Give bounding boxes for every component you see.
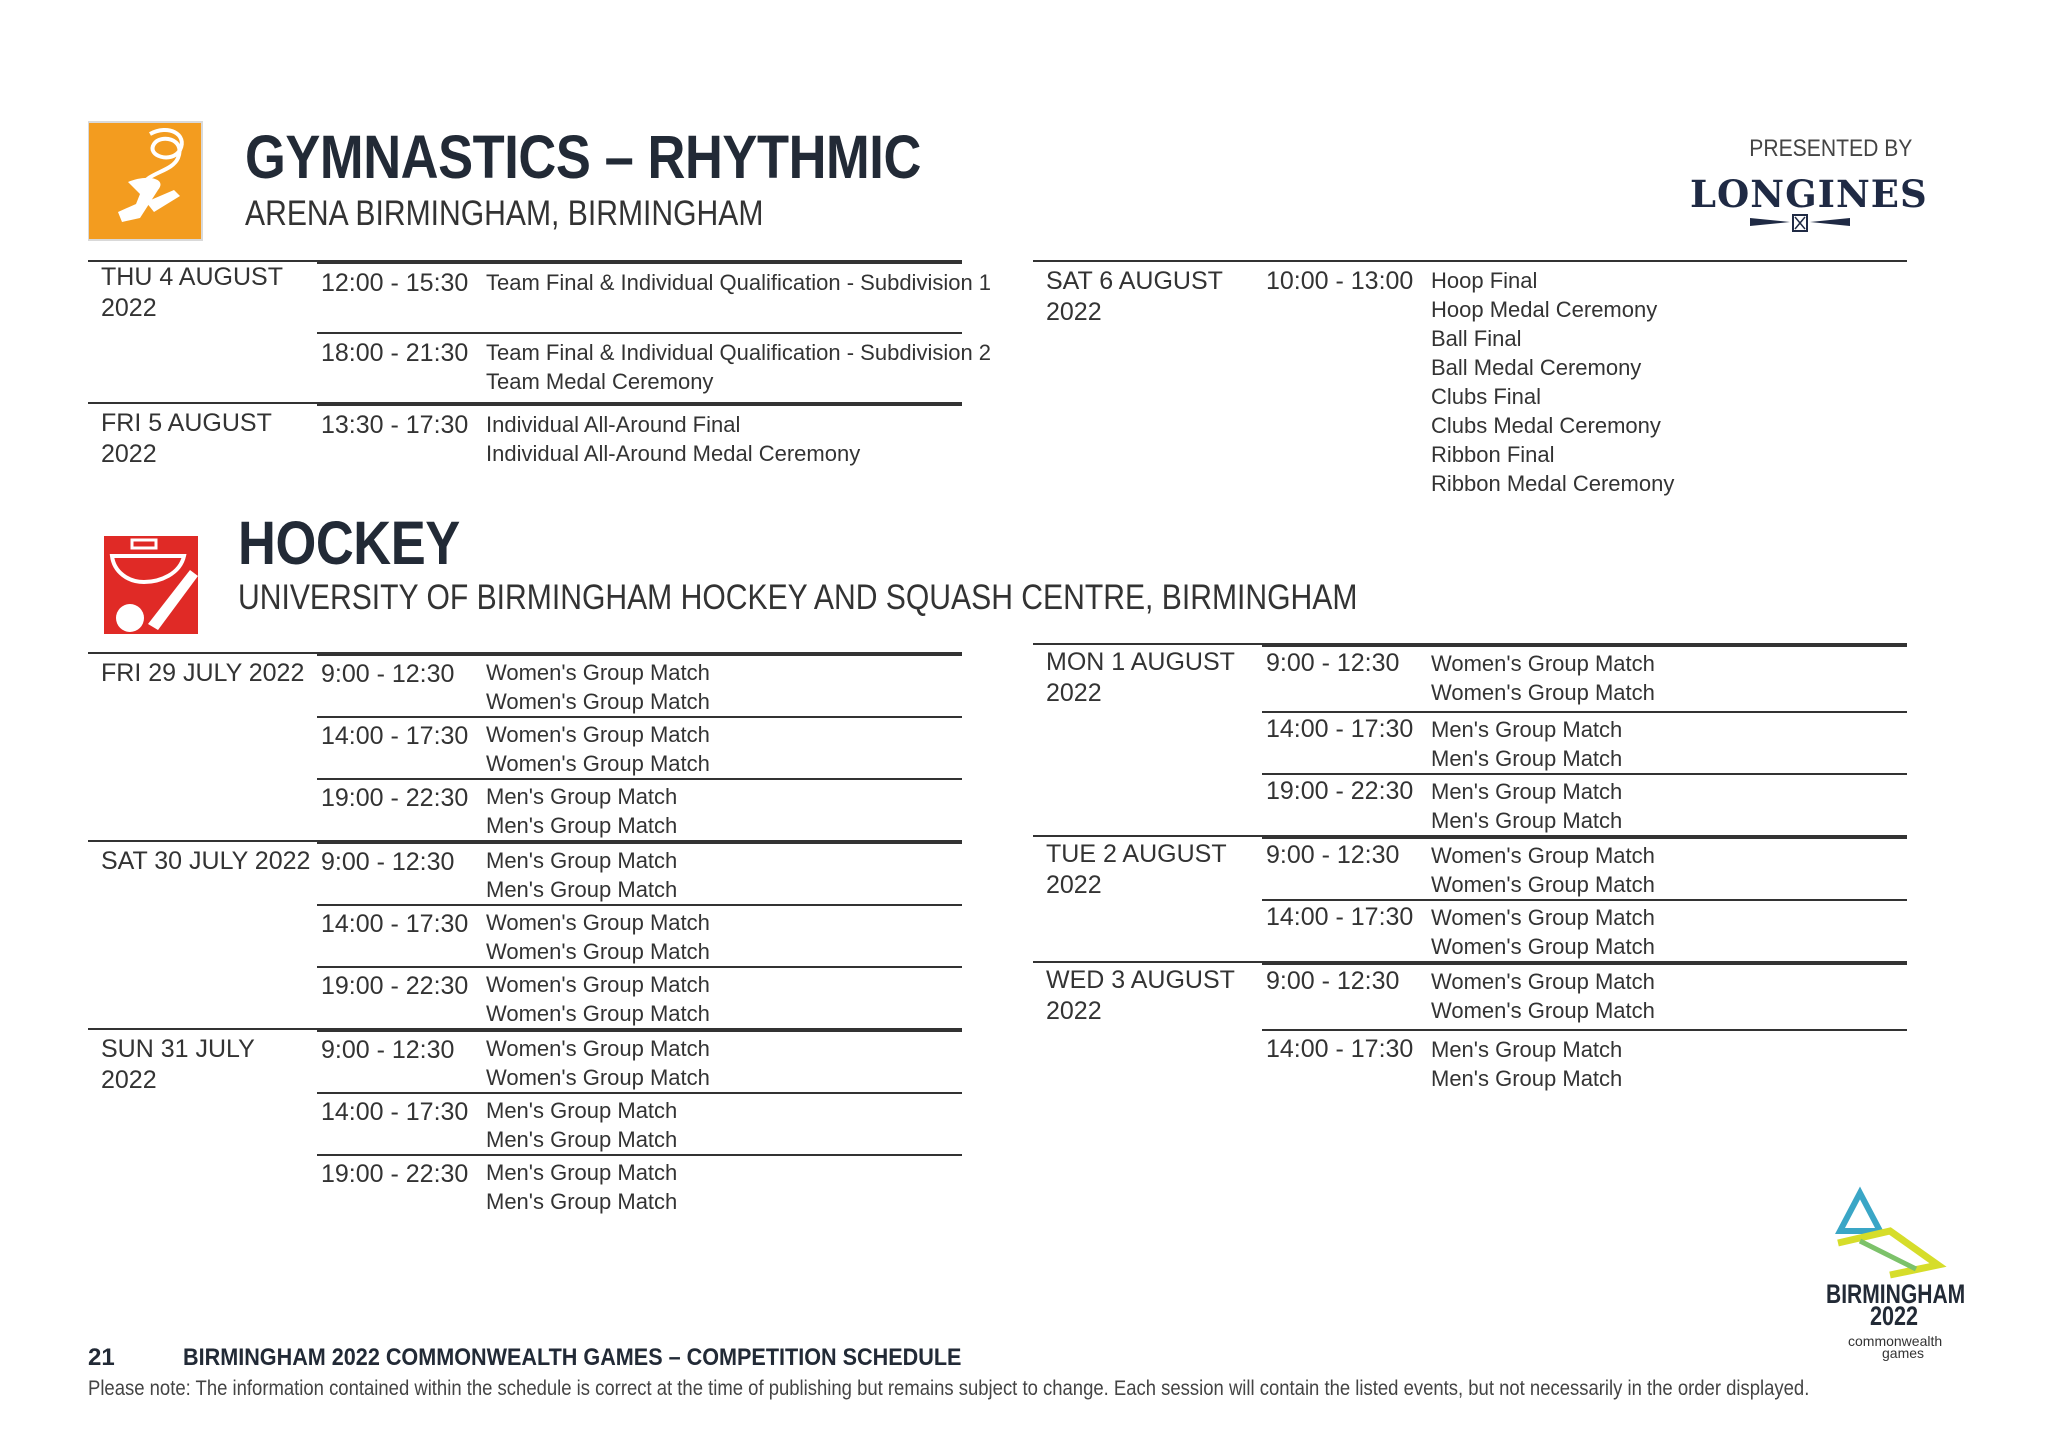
gymnastics-title: GYMNASTICS – RHYTHMIC bbox=[245, 123, 921, 191]
date-label: SAT 6 AUGUST 2022 bbox=[1046, 267, 1223, 326]
logo-text-birmingham: BIRMINGHAM bbox=[1826, 1279, 1966, 1309]
date-label: SUN 31 JULY 2022 bbox=[101, 1035, 255, 1094]
session-events: Women's Group Match Women's Group Match bbox=[486, 972, 710, 1026]
session-time: 19:00 - 22:30 bbox=[321, 784, 469, 812]
session-events: Women's Group Match Women's Group Match bbox=[1431, 651, 1655, 705]
longines-logo bbox=[1690, 172, 1928, 242]
logo-text-year: 2022 bbox=[1870, 1301, 1919, 1331]
gymnastics-schedule-right bbox=[1033, 260, 1907, 498]
session-row bbox=[1262, 773, 1907, 835]
date-label: THU 4 AUGUST 2022 bbox=[101, 263, 283, 322]
session-row bbox=[317, 654, 962, 716]
session-events: Women's Group Match Women's Group Match bbox=[1431, 905, 1655, 959]
session-time: 13:30 - 17:30 bbox=[321, 411, 469, 439]
session-time: 14:00 - 17:30 bbox=[321, 1098, 469, 1126]
session-row bbox=[1262, 262, 1907, 498]
session-events: Men's Group Match Men's Group Match bbox=[486, 1098, 678, 1152]
session-time: 12:00 - 15:30 bbox=[321, 269, 469, 297]
presented-by-label: PRESENTED BY bbox=[1748, 135, 1912, 162]
session-time: 9:00 - 12:30 bbox=[1266, 841, 1400, 869]
session-events: Women's Group Match Women's Group Match bbox=[486, 660, 710, 714]
session-time: 19:00 - 22:30 bbox=[321, 1160, 469, 1188]
session-time: 14:00 - 17:30 bbox=[321, 722, 469, 750]
session-events: Women's Group Match Women's Group Match bbox=[1431, 843, 1655, 897]
day-block bbox=[88, 260, 992, 402]
session-row bbox=[317, 1030, 962, 1092]
session-time: 9:00 - 12:30 bbox=[321, 1036, 455, 1064]
day-block bbox=[88, 1028, 962, 1216]
session-row bbox=[317, 1092, 962, 1154]
session-time: 9:00 - 12:30 bbox=[321, 660, 455, 688]
session-time: 14:00 - 17:30 bbox=[1266, 1035, 1414, 1063]
day-block bbox=[1033, 260, 1907, 498]
session-row bbox=[317, 332, 992, 402]
hockey-schedule-right bbox=[1033, 643, 1907, 1093]
session-row bbox=[1262, 1029, 1907, 1093]
gymnastics-schedule-left bbox=[88, 260, 992, 468]
session-row bbox=[1262, 963, 1907, 1029]
date-label: WED 3 AUGUST 2022 bbox=[1046, 966, 1235, 1025]
session-row bbox=[317, 404, 962, 468]
session-events: Men's Group Match Men's Group Match bbox=[486, 784, 678, 838]
day-block bbox=[88, 652, 962, 840]
date-label: FRI 29 JULY 2022 bbox=[101, 659, 305, 687]
session-time: 18:00 - 21:30 bbox=[321, 339, 469, 367]
logo-text-games: games bbox=[1882, 1345, 1925, 1361]
day-block bbox=[1033, 961, 1907, 1093]
hockey-title: HOCKEY bbox=[238, 509, 460, 577]
hockey-schedule-left bbox=[88, 652, 962, 1216]
session-time: 10:00 - 13:00 bbox=[1266, 267, 1414, 295]
session-time: 9:00 - 12:30 bbox=[321, 848, 455, 876]
session-time: 19:00 - 22:30 bbox=[1266, 777, 1414, 805]
session-events: Men's Group Match Men's Group Match bbox=[1431, 779, 1623, 833]
session-events: Women's Group Match Women's Group Match bbox=[486, 910, 710, 964]
session-events: Hoop Final Hoop Medal Ceremony Ball Final Ball Medal Ceremony Clubs Final Clubs Medal Ceremony Ribbon Final Ribbon Medal Ceremony bbox=[1431, 268, 1675, 496]
session-time: 14:00 - 17:30 bbox=[1266, 903, 1414, 931]
session-row bbox=[317, 842, 962, 904]
session-time: 14:00 - 17:30 bbox=[1266, 715, 1414, 743]
session-events: Men's Group Match Men's Group Match bbox=[1431, 717, 1623, 771]
session-events: Team Final & Individual Qualification - Subdivision 2 Team Medal Ceremony bbox=[486, 340, 992, 394]
session-row bbox=[1262, 645, 1907, 711]
disclaimer-note: Please note: The information contained within the schedule is correct at the time of publishing but remains subject to change. Each session will contain the listed events, but not necessarily in the order displayed. bbox=[88, 1377, 1810, 1400]
session-events: Men's Group Match Men's Group Match bbox=[1431, 1037, 1623, 1091]
day-block bbox=[88, 840, 962, 1028]
date-label: SAT 30 JULY 2022 bbox=[101, 847, 311, 875]
date-label: MON 1 AUGUST 2022 bbox=[1046, 648, 1235, 707]
session-row bbox=[1262, 899, 1907, 961]
footer-title: BIRMINGHAM 2022 COMMONWEALTH GAMES – COMPETITION SCHEDULE bbox=[183, 1344, 962, 1371]
session-row bbox=[1262, 711, 1907, 773]
session-time: 9:00 - 12:30 bbox=[1266, 649, 1400, 677]
session-row bbox=[317, 904, 962, 966]
logo-text-commonwealth: commonwealth bbox=[1848, 1333, 1943, 1349]
longines-wordmark: LONGINES bbox=[1690, 172, 1928, 216]
gymnastics-venue: ARENA BIRMINGHAM, BIRMINGHAM bbox=[245, 194, 764, 233]
session-row bbox=[317, 778, 962, 840]
day-block bbox=[1033, 643, 1907, 835]
session-events: Men's Group Match Men's Group Match bbox=[486, 848, 678, 902]
hockey-icon bbox=[104, 526, 200, 636]
session-time: 14:00 - 17:30 bbox=[321, 910, 469, 938]
session-events: Women's Group Match Women's Group Match bbox=[1431, 969, 1655, 1023]
birmingham-2022-logo bbox=[1820, 1185, 1980, 1365]
gymnastics-icon bbox=[88, 120, 206, 242]
date-label: TUE 2 AUGUST 2022 bbox=[1046, 840, 1227, 899]
session-row bbox=[317, 716, 962, 778]
day-block bbox=[1033, 835, 1907, 961]
logo-mark-icon bbox=[1820, 1185, 1980, 1285]
session-events: Men's Group Match Men's Group Match bbox=[486, 1160, 678, 1214]
day-block bbox=[88, 402, 962, 468]
hockey-venue: UNIVERSITY OF BIRMINGHAM HOCKEY AND SQUASH CENTRE, BIRMINGHAM bbox=[238, 578, 1358, 617]
session-events: Women's Group Match Women's Group Match bbox=[486, 1036, 710, 1090]
page-number: 21 bbox=[88, 1344, 115, 1371]
session-row bbox=[317, 1154, 962, 1216]
date-label: FRI 5 AUGUST 2022 bbox=[101, 409, 272, 468]
session-time: 19:00 - 22:30 bbox=[321, 972, 469, 1000]
session-row bbox=[317, 262, 992, 332]
session-time: 9:00 - 12:30 bbox=[1266, 967, 1400, 995]
session-events: Team Final & Individual Qualification - Subdivision 1 bbox=[486, 270, 992, 295]
session-row bbox=[317, 966, 962, 1028]
session-events: Women's Group Match Women's Group Match bbox=[486, 722, 710, 776]
session-row bbox=[1262, 837, 1907, 899]
session-events: Individual All-Around Final Individual All-Around Medal Ceremony bbox=[486, 412, 861, 466]
